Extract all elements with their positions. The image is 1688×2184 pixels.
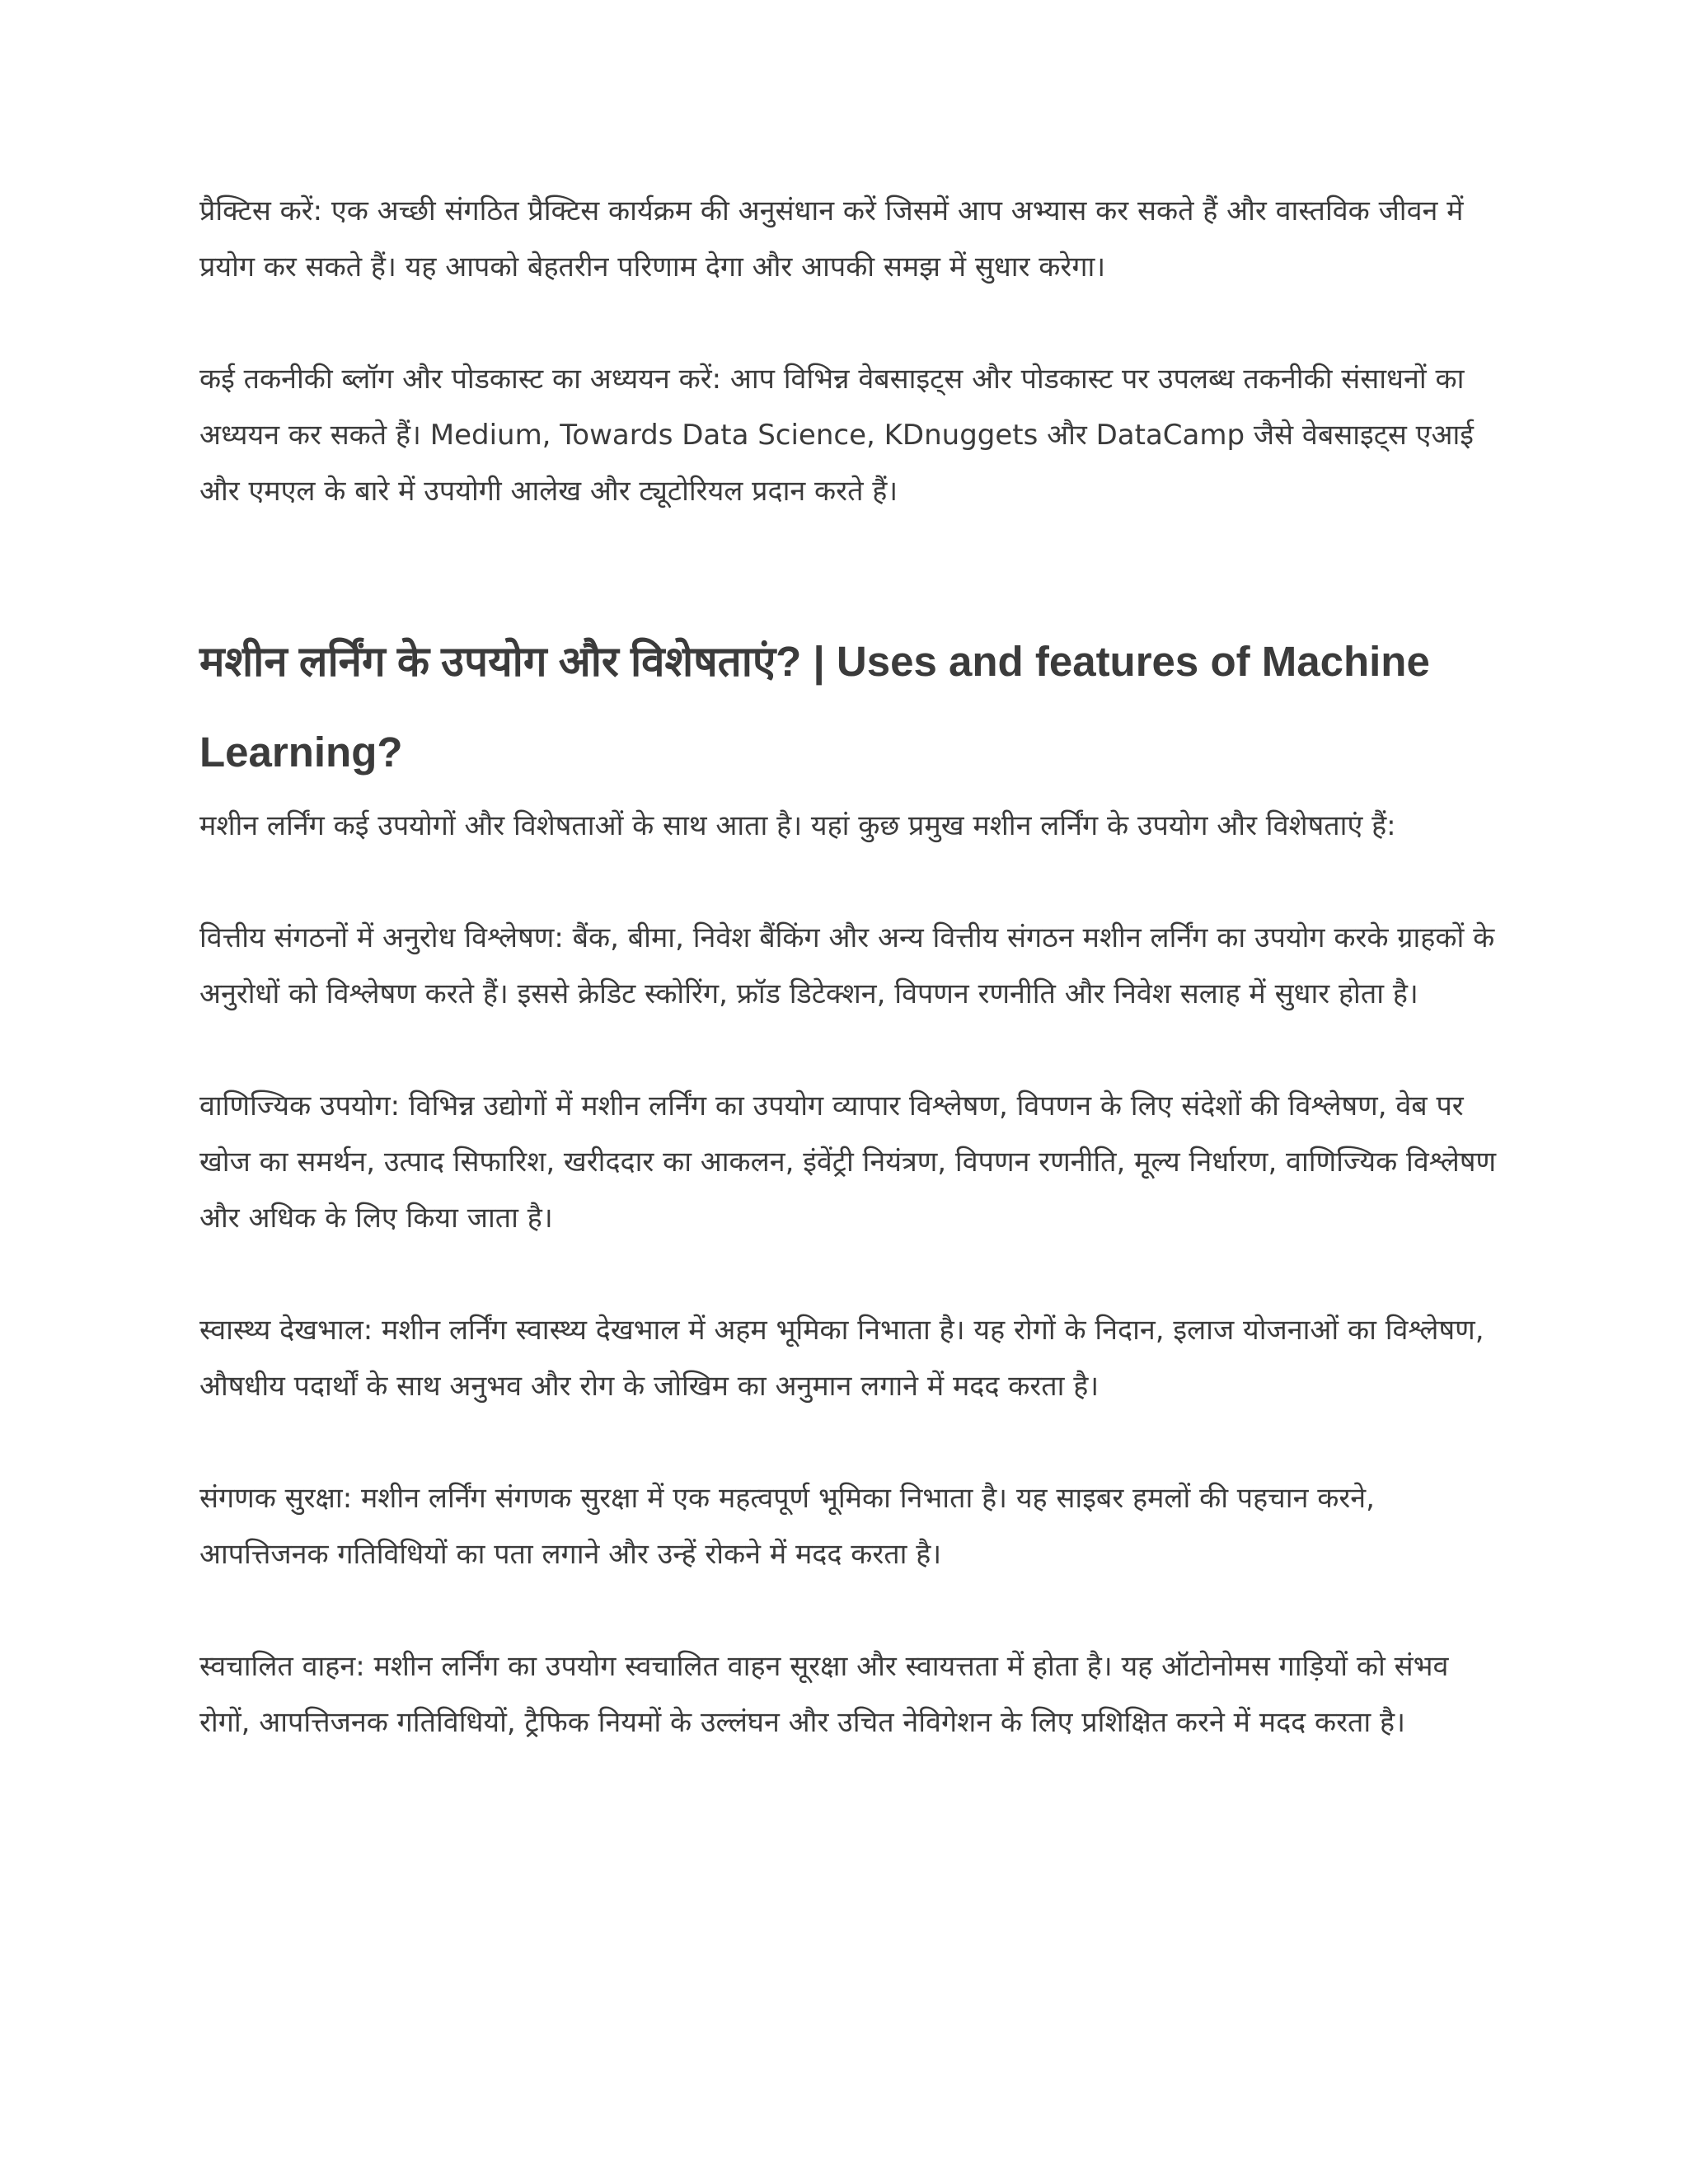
document-body — [199, 183, 1502, 1807]
section-heading: मशीन लर्निंग के उपयोग और विशेषताएं? | Uses and features of Machine Learning? — [199, 638, 1430, 776]
paragraph-autonomous-vehicles: स्वचालित वाहन: मशीन लर्निंग का उपयोग स्वचालित वाहन सूरक्षा और स्वायत्तता में होता है। यह ऑटोनोमस गाड़ियों को संभव रोगों, आपत्तिजनक गतिविधियों, ट्रैफिक नियमों के उल्लंघन और उचित नेविगेशन के लिए प्रशिक्षित करने में मदद करता है। — [199, 1650, 1449, 1739]
section-intro: मशीन लर्निंग कई उपयोगों और विशेषताओं के साथ आता है। यहां कुछ प्रमुख मशीन लर्निंग के उपयोग और विशेषताएं हैं: — [199, 809, 1396, 842]
paragraph-practice: प्रैक्टिस करें: एक अच्छी संगठित प्रैक्टिस कार्यक्रम की अनुसंधान करें जिसमें आप अभ्यास कर सकते हैं और वास्तविक जीवन में प्रयोग कर सकते हैं। यह आपको बेहतरीन परिणाम देगा और आपकी समझ में सुधार करेगा। — [199, 194, 1464, 284]
paragraph-commercial: वाणिज्यिक उपयोग: विभिन्न उद्योगों में मशीन लर्निंग का उपयोग व्यापार विश्लेषण, विपणन के लिए संदेशों की विश्लेषण, वेब पर खोज का समर्थन, उत्पाद सिफारिश, खरीददार का आकलन, इंवेंट्री नियंत्रण, विपणन रणनीति, मूल्य निर्धारण, वाणिज्यिक विश्लेषण और अधिक के लिए किया जाता है। — [199, 1090, 1497, 1235]
paragraph-blogs-podcasts: कई तकनीकी ब्लॉग और पोडकास्ट का अध्ययन करें: आप विभिन्न वेबसाइट्स और पोडकास्ट पर उपलब्ध तकनीकी संसाधनों का अध्ययन कर सकते हैं। Medium, Towards Data Science, KDnuggets और DataCamp जैसे वेबसाइट्स एआई और एमएल के बारे में उपयोगी आलेख और ट्यूटोरियल प्रदान करते हैं। — [199, 363, 1474, 508]
paragraph-financial: वित्तीय संगठनों में अनुरोध विश्लेषण: बैंक, बीमा, निवेश बैंकिंग और अन्य वित्तीय संगठन मशीन लर्निंग का उपयोग करके ग्राहकों के अनुरोधों को विश्लेषण करते हैं। इससे क्रेडिट स्कोरिंग, फ्रॉड डिटेक्शन, विपणन रणनीति और निवेश सलाह में सुधार होता है। — [199, 921, 1495, 1010]
paragraph-healthcare: स्वास्थ्य देखभाल: मशीन लर्निंग स्वास्थ्य देखभाल में अहम भूमिका निभाता है। यह रोगों के निदान, इलाज योजनाओं का विश्लेषण, औषधीय पदार्थों के साथ अनुभव और रोग के जोखिम का अनुमान लगाने में मदद करता है। — [199, 1314, 1484, 1403]
paragraph-computer-security: संगणक सुरक्षा: मशीन लर्निंग संगणक सुरक्षा में एक महत्वपूर्ण भूमिका निभाता है। यह साइबर हमलों की पहचान करने, आपत्तिजनक गतिविधियों का पता लगाने और उन्हें रोकने में मदद करता है। — [199, 1482, 1375, 1571]
